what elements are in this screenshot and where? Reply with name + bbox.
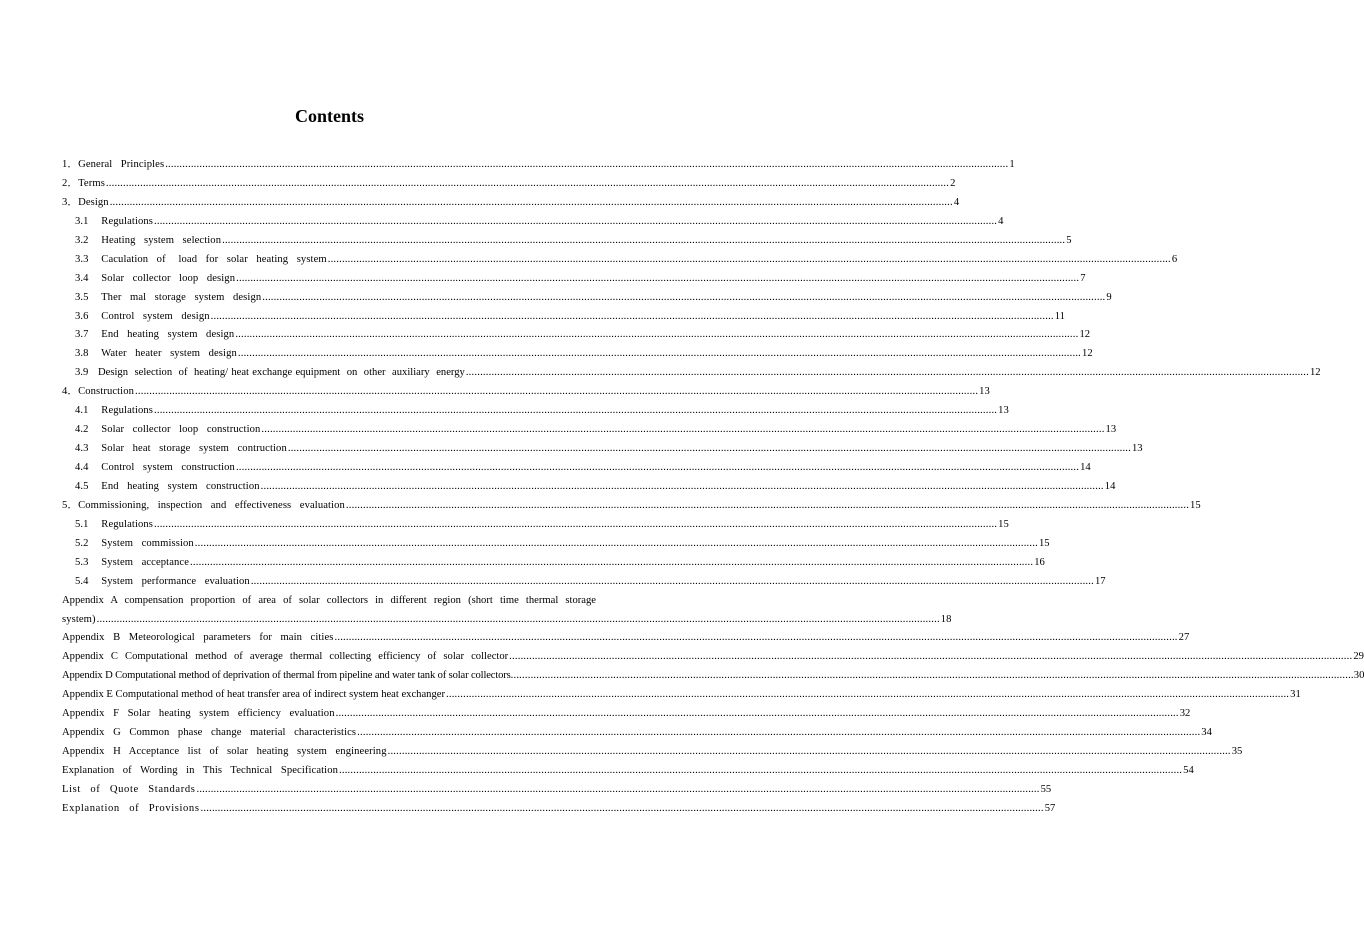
dot-leader bbox=[336, 705, 1179, 724]
toc-page-number: 15 bbox=[1038, 537, 1050, 549]
dot-leader bbox=[222, 232, 1065, 251]
toc-page-number: 6 bbox=[1171, 253, 1178, 265]
toc-entry-title: Explanation of Wording in This Technical Specification bbox=[62, 765, 339, 777]
toc-page-number: 4 bbox=[998, 215, 1004, 227]
dot-leader bbox=[97, 611, 940, 630]
toc-page-number: 13 bbox=[1132, 443, 1143, 455]
toc-page-number: 17 bbox=[1094, 575, 1106, 587]
dot-leader bbox=[211, 308, 1054, 327]
toc-entry-title: 3.3 Caculation of load for solar heating system bbox=[75, 253, 327, 265]
toc-entry-title: system) bbox=[62, 613, 96, 625]
toc-entry-title: 5.2 System commission bbox=[75, 537, 194, 549]
dot-leader bbox=[262, 289, 1105, 308]
toc-entry-title: Appendix C Computational method of average thermal collecting efficiency of solar collector bbox=[62, 651, 509, 663]
toc-entry-title: Explanation of Provisions bbox=[62, 802, 200, 814]
toc-page-number: 15 bbox=[1190, 499, 1201, 511]
toc-page-number: 54 bbox=[1183, 765, 1194, 777]
toc-entry-title: 3.6 Control system design bbox=[75, 310, 210, 322]
toc-entry[interactable] bbox=[62, 402, 1009, 421]
dot-leader bbox=[446, 686, 1289, 705]
toc-entry-title: Appendix H Acceptance list of solar heating system engineering bbox=[62, 746, 387, 758]
toc-page-number: 13 bbox=[1105, 424, 1117, 436]
dot-leader bbox=[328, 251, 1171, 270]
toc-entry-title: 2．Terms bbox=[62, 177, 105, 189]
dot-leader bbox=[196, 781, 1039, 800]
dot-leader bbox=[236, 270, 1079, 289]
toc-entry[interactable] bbox=[62, 213, 1004, 232]
toc-entry-title: 5.1 Regulations bbox=[75, 518, 153, 530]
toc-page-number: 31 bbox=[1290, 689, 1301, 701]
toc-entry[interactable] bbox=[62, 289, 1112, 308]
dot-leader bbox=[388, 743, 1231, 762]
toc-entry-title: 4.1 Regulations bbox=[75, 405, 153, 417]
toc-entry[interactable] bbox=[62, 743, 1243, 762]
toc-entry[interactable] bbox=[62, 724, 1212, 743]
toc-entry[interactable] bbox=[62, 686, 1301, 705]
toc-page-number: 13 bbox=[998, 405, 1009, 417]
toc-entry[interactable] bbox=[62, 592, 952, 630]
toc-entry[interactable] bbox=[62, 421, 1117, 440]
toc-entry[interactable] bbox=[62, 497, 1201, 516]
toc-page-number: 15 bbox=[998, 518, 1009, 530]
toc-entry[interactable] bbox=[62, 705, 1191, 724]
toc-entry-title: 3.2 Heating system selection bbox=[75, 234, 222, 246]
toc-page-number: 29 bbox=[1353, 651, 1364, 663]
dot-leader bbox=[110, 194, 953, 213]
toc-entry-title: 4.5 End heating system construction bbox=[75, 480, 260, 492]
toc-entry[interactable] bbox=[62, 232, 1072, 251]
toc-page-number: 2 bbox=[950, 177, 956, 189]
dot-leader bbox=[135, 383, 978, 402]
toc-entry-title: 3.7 End heating system design bbox=[75, 329, 235, 341]
toc-page-number: 7 bbox=[1080, 272, 1086, 284]
toc-entry[interactable] bbox=[62, 383, 990, 402]
dot-leader bbox=[154, 402, 997, 421]
toc-page-number: 30 bbox=[1353, 670, 1364, 682]
toc-page-number: 35 bbox=[1231, 746, 1243, 758]
toc-page-number: 34 bbox=[1201, 727, 1212, 739]
toc-entry-title: 5．Commissioning, inspection and effectiveness evaluation bbox=[62, 499, 345, 511]
toc-page-number: 12 bbox=[1082, 348, 1093, 360]
toc-entry-title: 3.1 Regulations bbox=[75, 215, 153, 227]
toc-entry[interactable] bbox=[62, 800, 1056, 819]
toc-entry-title: 3.8 Water heater system design bbox=[75, 348, 237, 360]
toc-entry-title: 3．Design bbox=[62, 196, 109, 208]
dot-leader bbox=[190, 554, 1033, 573]
toc-entry[interactable] bbox=[62, 762, 1194, 781]
dot-leader bbox=[154, 213, 997, 232]
table-of-contents bbox=[62, 156, 1364, 819]
toc-entry[interactable] bbox=[62, 251, 1178, 270]
toc-entry-title: 5.4 System performance evaluation bbox=[75, 575, 250, 587]
toc-entry-title: 1．General Principles bbox=[62, 159, 165, 170]
toc-entry[interactable] bbox=[62, 535, 1050, 554]
toc-page-number: 14 bbox=[1080, 462, 1091, 473]
toc-entry-title-line1: Appendix A compensation proportion of area of solar collectors in different region (short time thermal storage bbox=[62, 594, 596, 606]
page-title: Contents bbox=[294, 106, 364, 126]
dot-leader bbox=[235, 326, 1078, 345]
dot-leader bbox=[261, 421, 1104, 440]
dot-leader bbox=[357, 724, 1200, 743]
toc-entry[interactable] bbox=[62, 156, 1015, 175]
toc-entry-title: Appendix B Meteorological parameters for main cities bbox=[62, 632, 334, 644]
toc-entry-title: 4.4 Control system construction bbox=[75, 462, 235, 473]
dot-leader bbox=[165, 156, 1008, 175]
toc-page-number: 9 bbox=[1106, 291, 1112, 303]
toc-entry[interactable] bbox=[62, 573, 1106, 592]
toc-page-number: 18 bbox=[940, 613, 952, 625]
toc-page-number: 14 bbox=[1104, 480, 1116, 492]
toc-page-number: 12 bbox=[1079, 329, 1091, 341]
toc-entry[interactable] bbox=[62, 326, 1091, 345]
toc-entry[interactable] bbox=[62, 440, 1143, 459]
toc-page-number: 12 bbox=[1309, 367, 1321, 379]
dot-leader bbox=[339, 762, 1182, 781]
dot-leader bbox=[154, 516, 997, 535]
toc-entry-title: 3.5 Ther mal storage system design bbox=[75, 291, 262, 303]
toc-page-number: 1 bbox=[1009, 159, 1015, 170]
toc-entry[interactable] bbox=[62, 364, 1321, 383]
dot-leader bbox=[466, 364, 1309, 383]
toc-page-number: 57 bbox=[1044, 802, 1056, 814]
dot-leader bbox=[261, 478, 1104, 497]
toc-entry[interactable] bbox=[62, 345, 1093, 364]
dot-leader bbox=[511, 667, 1354, 686]
toc-page-number: 11 bbox=[1054, 310, 1065, 322]
toc-entry[interactable] bbox=[62, 667, 1364, 686]
toc-entry-title: List of Quote Standards bbox=[62, 783, 196, 795]
toc-entry-title: Appendix E Computational method of heat transfer area of indirect system heat exchanger bbox=[62, 689, 446, 701]
toc-entry[interactable] bbox=[62, 194, 960, 213]
dot-leader bbox=[288, 440, 1131, 459]
toc-entry-title: 4.2 Solar collector loop construction bbox=[75, 424, 261, 436]
toc-page-number: 27 bbox=[1178, 632, 1190, 644]
toc-entry[interactable] bbox=[62, 516, 1009, 535]
dot-leader bbox=[195, 535, 1038, 554]
toc-entry[interactable] bbox=[62, 781, 1052, 800]
toc-page-number: 13 bbox=[979, 386, 990, 398]
toc-entry[interactable] bbox=[62, 459, 1091, 478]
toc-entry-title: 5.3 System acceptance bbox=[75, 556, 190, 568]
dot-leader bbox=[346, 497, 1189, 516]
toc-entry-title: 4．Construction bbox=[62, 386, 135, 398]
toc-entry-title: 3.4 Solar collector loop design bbox=[75, 272, 236, 284]
toc-entry[interactable] bbox=[62, 270, 1086, 289]
toc-entry[interactable] bbox=[62, 175, 956, 194]
toc-page-number: 32 bbox=[1179, 708, 1191, 720]
toc-page-number: 4 bbox=[953, 196, 960, 208]
toc-entry-title: Appendix G Common phase change material characteristics bbox=[62, 727, 357, 739]
dot-leader bbox=[236, 459, 1079, 478]
dot-leader bbox=[509, 648, 1352, 667]
toc-entry-title: 3.9 Design selection of heating/ heat exchange equipment on other auxiliary energy bbox=[75, 367, 465, 379]
toc-page-number: 55 bbox=[1040, 783, 1052, 795]
toc-entry[interactable] bbox=[62, 554, 1045, 573]
dot-leader bbox=[335, 629, 1178, 648]
dot-leader bbox=[106, 175, 949, 194]
toc-entry[interactable] bbox=[62, 648, 1364, 667]
dot-leader bbox=[251, 573, 1094, 592]
toc-page-number: 16 bbox=[1034, 556, 1045, 568]
toc-entry-title: Appendix F Solar heating system efficiency evaluation bbox=[62, 708, 335, 720]
toc-entry-title: Appendix D Computational method of deprivation of thermal from pipeline and water tank of solar collectors bbox=[62, 670, 511, 682]
toc-entry[interactable] bbox=[62, 308, 1065, 327]
toc-page-number: 5 bbox=[1066, 234, 1072, 246]
dot-leader bbox=[201, 800, 1044, 819]
dot-leader bbox=[238, 345, 1081, 364]
toc-entry[interactable] bbox=[62, 629, 1190, 648]
toc-entry[interactable] bbox=[62, 478, 1116, 497]
toc-entry-title: 4.3 Solar heat storage system contruction bbox=[75, 443, 287, 455]
